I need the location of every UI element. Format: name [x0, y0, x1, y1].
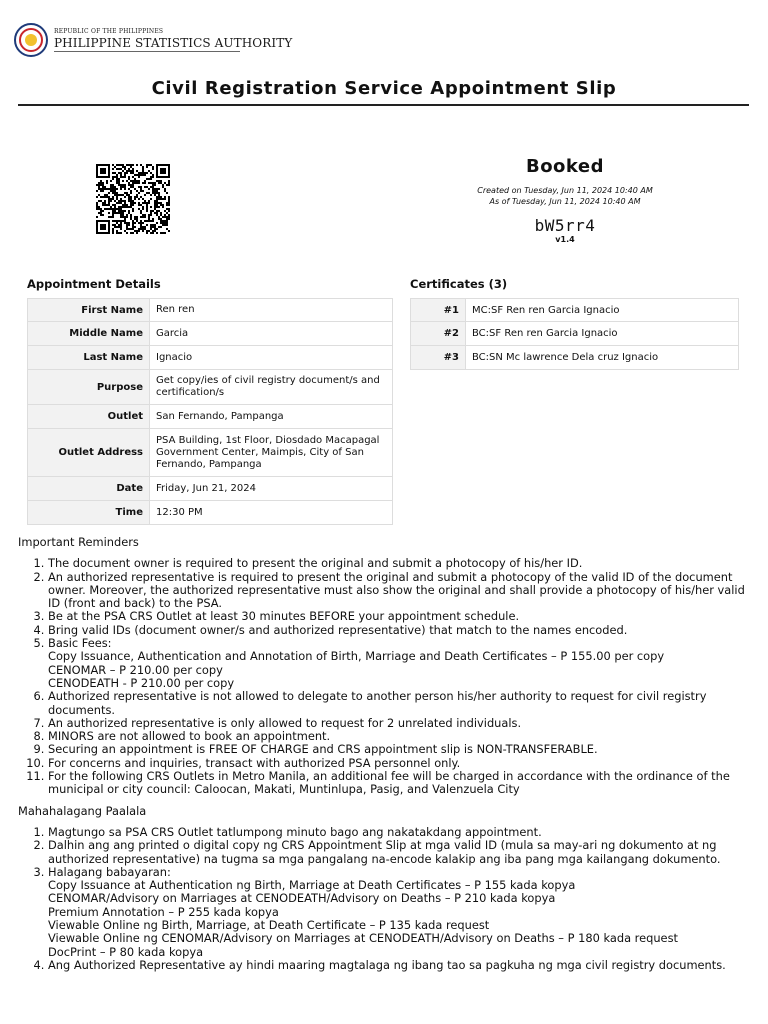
mahahalagang-paalala-title: Mahahalagang Paalala [18, 803, 147, 818]
table-row [28, 370, 393, 405]
row-value: PSA Building, 1st Floor, Diosdado Macapagal Government Center, Maimpis, City of San Fernando, Pampanga [150, 429, 393, 477]
qr-code-icon [96, 164, 170, 234]
title-divider [18, 104, 749, 106]
cert-number: #2 [411, 322, 466, 346]
certificates-title: Certificates (3) [410, 277, 508, 291]
table-row [28, 346, 393, 370]
list-item: 3. Halagang babayaran: Copy Issuance at Authentication ng Birth, Marriage at Death Certificates – P 155 kada kopya CENOMAR/Advisory on Marriages at CENODEATH/Advisory on Deaths – P 210 kada kopya Premium Annotation – P 255 kada kopya Viewable Online ng Birth, Marriage, at Death Certificate – P 135 kada request Viewable Online ng CENOMAR/Advisory on Marriages at CENODEATH/Advisory on Deaths – P 180 kada request DocPrint – P 80 kada kopya [48, 866, 753, 959]
list-item: 9. Securing an appointment is FREE OF CHARGE and CRS appointment slip is NON-TRANSFERABLE. [48, 743, 753, 756]
republic-label: REPUBLIC OF THE PHILIPPINES [54, 27, 164, 35]
row-value: Get copy/ies of civil registry document/s and certification/s [150, 370, 393, 405]
created-timestamp: Created on Tuesday, Jun 11, 2024 10:40 AM [477, 186, 653, 195]
agency-name-block [54, 29, 292, 52]
cert-value: MC:SF Ren ren Garcia Ignacio [466, 299, 739, 322]
important-reminders-list [18, 557, 753, 796]
row-label: Time [28, 501, 150, 525]
row-value: San Fernando, Pampanga [150, 405, 393, 429]
row-value: Friday, Jun 21, 2024 [150, 477, 393, 501]
mahahalagang-paalala-list [18, 826, 753, 972]
appointment-details-table [27, 298, 393, 525]
table-row [28, 299, 393, 322]
row-label: Last Name [28, 346, 150, 370]
list-item: 8. MINORS are not allowed to book an appointment. [48, 730, 753, 743]
list-item: 4. Bring valid IDs (document owner/s and authorized representative) that match to the names encoded. [48, 624, 753, 637]
list-item: 1. Magtungo sa PSA CRS Outlet tatlumpong minuto bago ang nakatakdang appointment. [48, 826, 753, 839]
psa-seal-icon [14, 23, 48, 57]
table-row [28, 501, 393, 525]
important-reminders-title: Important Reminders [18, 535, 139, 549]
row-value: Ignacio [150, 346, 393, 370]
reference-code: bW5rr4 [534, 216, 596, 235]
cert-value: BC:SN Mc lawrence Dela cruz Ignacio [466, 346, 739, 370]
list-item: 6. Authorized representative is not allowed to delegate to another person his/her authority to request for civil registry documents. [48, 690, 753, 717]
table-row [411, 322, 739, 346]
list-item: 1. The document owner is required to present the original and submit a photocopy of his/her ID. [48, 557, 753, 570]
list-item: 7. An authorized representative is only allowed to request for 2 unrelated individuals. [48, 717, 753, 730]
row-value: 12:30 PM [150, 501, 393, 525]
list-item: 3. Be at the PSA CRS Outlet at least 30 minutes BEFORE your appointment schedule. [48, 610, 753, 623]
table-row [28, 405, 393, 429]
table-row [28, 429, 393, 477]
list-item: 2. Dalhin ang ang printed o digital copy ng CRS Appointment Slip at mga valid ID (mula sa may-ari ng dokumento at ng authorized representative) na tugma sa mga pangalang na-encode kalakip ang iba pang mga kailangang dokumento. [48, 839, 753, 866]
row-value: Ren ren [150, 299, 393, 322]
list-item: 11. For the following CRS Outlets in Metro Manila, an additional fee will be charged in accordance with the ordinance of the municipal or city council: Caloocan, Makati, Muntinlupa, Pasig, and Valenzuela City [48, 770, 753, 797]
row-label: Outlet Address [28, 429, 150, 477]
row-label: First Name [28, 299, 150, 322]
list-item: 4. Ang Authorized Representative ay hindi maaring magtalaga ng ibang tao sa pagkuha ng mga civil registry documents. [48, 959, 753, 972]
table-row [28, 322, 393, 346]
cert-value: BC:SF Ren ren Garcia Ignacio [466, 322, 739, 346]
row-label: Date [28, 477, 150, 501]
status-label: Booked [525, 156, 605, 177]
row-label: Purpose [28, 370, 150, 405]
page-title: Civil Registration Service Appointment Slip [151, 78, 617, 99]
as-of-timestamp: As of Tuesday, Jun 11, 2024 10:40 AM [489, 197, 641, 206]
row-label: Middle Name [28, 322, 150, 346]
cert-number: #1 [411, 299, 466, 322]
list-item: 10. For concerns and inquiries, transact with authorized PSA personnel only. [48, 757, 753, 770]
table-row [411, 299, 739, 322]
list-item: 5. Basic Fees: Copy Issuance, Authentication and Annotation of Birth, Marriage and Death Certificates – P 155.00 per copy CENOMAR – P 210.00 per copy CENODEATH - P 210.00 per copy [48, 637, 753, 690]
cert-number: #3 [411, 346, 466, 370]
reminders-section [18, 536, 753, 980]
version-label: v1.4 [555, 235, 575, 244]
psa-header [14, 16, 292, 64]
row-value: Garcia [150, 322, 393, 346]
booking-status-block [420, 156, 710, 244]
table-row [411, 346, 739, 370]
list-item: 2. An authorized representative is required to present the original and submit a photocopy of the valid ID of the document owner. Moreover, the authorized representative must also show the original and shall provide a photocopy of his/her valid ID (front and back) to the PSA. [48, 571, 753, 611]
table-row [28, 477, 393, 501]
appointment-details-title: Appointment Details [27, 277, 161, 291]
agency-name: PHILIPPINE STATISTICS AUTHORITY [54, 35, 293, 50]
certificates-table [410, 298, 739, 370]
row-label: Outlet [28, 405, 150, 429]
